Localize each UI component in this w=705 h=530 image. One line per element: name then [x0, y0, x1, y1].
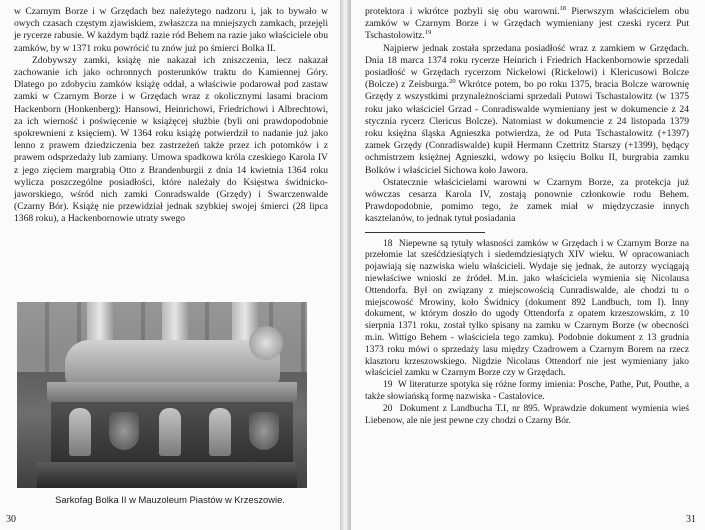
- sarcophagus-photo: [17, 302, 307, 488]
- footnote-20: 20 Dokument z Landbucha T.I, nr 895. Wprawdzie dokument wymienia wieś Liebenow, ale nie jest pewne czy chodzi o Czarny Bór.: [365, 403, 689, 426]
- left-paragraph-1: w Czarnym Borze i w Grzędach bez należytego nadzoru i, jak to bywało w owych czasach częstym zjawiskiem, zwłaszcza na mniejszych zamkach, przejęli je rycerze rabusie. W każdym bądź razie ród Behem na razie jako właściciele obu zamków, by w 1371 roku powrócić tu znów już po śmierci Bolka II.: [14, 6, 328, 54]
- right-page: [351, 0, 705, 530]
- left-page-text: [14, 6, 328, 226]
- page-number-right: 31: [686, 514, 696, 525]
- left-paragraph-2: Zdobywszy zamki, książę nie nakazał ich zniszczenia, lecz nakazał zachowanie ich jako ochronnych posterunków traktu do Kamiennej Góry. Dlatego po zdobyciu zamków książę oddał, a właściwie podarował pod zastaw zamki w Czarnym Borze i w Grzędach wraz z okolicznymi lasami braciom Hackenborn (Honkenberg): Hansowi, Heinrichowi, Friedrichowi i Albrechtowi, za ich wierność i poświęcenie w książęcej służbie (byli oni prawdopodobnie spokrewnieni z księciem). W 1364 roku książę potwierdził to nadanie już jako lenno z prawem dziedziczenia bez zastrzeżeń także przez ich potomków i z prawem odsprzedaży lub zamiany. Umowa spadkowa króla czeskiego Karola IV z jego zięciem margrabią Otto z Brandenburgii z dnia 14 kwietnia 1364 roku wylicza poszczególne posiadłości, które należały do Księstwa świdnicko-jaworskiego, wśród nich zamki Conradswalde (Grzędy) i Swarczenwalde (Czarny Bór). Książę nie przewidział jednak szybkiej swojej śmierci (28 lipca 1368 roku), a Hackenbornowie utraty swego: [14, 54, 328, 225]
- right-paragraph-1: protektora i wkrótce pozbyli się obu warowni.$^{18}$ Pierwszym właścicielem obu zamków w Czarnym Borze i w Grzędach wymieniany jest czeski rycerz Put Tschastolowitz.$^{19}$: [365, 4, 689, 42]
- right-paragraph-3: Ostatecznie właścicielami warowni w Czarnym Borze, za protekcja już wówczas cesarza Karola IV, zostają ponownie członkowie rodu Behem. Prawdopodobnie, pomimo tego, że zamek miał w międzyczasie innych kasztelanów, to jednak tytuł posiadania: [365, 176, 689, 225]
- page-number-left: 30: [6, 514, 16, 525]
- right-paragraph-2: Najpierw jednak została sprzedana posiadłość wraz z zamkiem w Grzędach. Dnia 18 marca 1374 roku rycerze Heinrich i Friedrich Hackenbornowie sprzedali posiadłość w Grzędach rycerzom Nickelowi (Rickelowi) i Klericusowi Bolcze (Bolcze) z Zeisburga.$^{20}$ Wkrótce potem, bo po roku 1375, bracia Bolcze warownię Grzędy z wszystkimi przynależnościami sprzedali Putowi Tschastalowitz (w 1375 roku jako właściciel Grzad - Conradiswalde wymieniany jest w dokumencie z 24 stycznia rycerz Clericus Bolcze). Natomiast w dokumencie z 24 listopada 1379 roku księżna śląska Agnieszka potwierdza, że od Puta Tschastalowitz (+1397) zamek Grzędy (Conradiswalde) kupił Hermann Czettritz Starszy (+1399), będący ochmistrzem księżnej Agnieszki, wdowy po księciu Bolku II, burgrabia zamku Bolków i właściciel Sichowa koło Jawora.: [365, 42, 689, 176]
- left-page: [0, 0, 340, 530]
- footnote-19: 19 W literaturze spotyka się różne formy imienia: Posche, Pathe, Put, Pouthe, a także słowiańską formę nazwiska - Castalovice.: [365, 380, 689, 403]
- footnote-18: 18 Niepewne są tytuły własności zamków w Grzędach i w Czarnym Borze na przełomie lat sześćdziesiątych i siedemdziesiątych XIV wieku. W opracowaniach pojawiają się nazwiska wielu właścicieli. Wydaje się jednak, że autorzy wyciągają niewłaściwe wnioski ze źródeł. M.in. jako właściciela wymienia się Nicolausa Ottendorfa. Był on związany z miejscowością Cunradiswalde, ale chodzi tu o miejscowość Mrowiny, koło Świdnicy (dokument 892 Landbuch, tom I). Inny dokument, w którym doszło do ugody Ottendorfa z opatem krzeszowskim, z 10 sierpnia 1371 roku, został tylko spisany na zamku w Czarnym Borze (w obecności m.in. Wittigo Behem - właściciela tego zamku). Podobnie dokument z 13 grudnia 1373 roku mówi o sprzedaży lasu między Czadrowem a Czarnym Borem na rzecz klasztoru krzeszowskiego. Nigdzie Nicolaus Ottendorf nie jest wymieniany jako właściciel zamku w Czarnym Borze czy w Grzędach.: [365, 238, 690, 379]
- footnote-rule: [365, 232, 485, 233]
- effigy: [65, 340, 280, 386]
- right-page-text: [365, 6, 689, 427]
- book-gutter: [340, 0, 351, 530]
- footnotes: [365, 239, 689, 428]
- photo-caption: Sarkofag Bolka II w Mauzoleum Piastów w Krzeszowie.: [55, 494, 285, 505]
